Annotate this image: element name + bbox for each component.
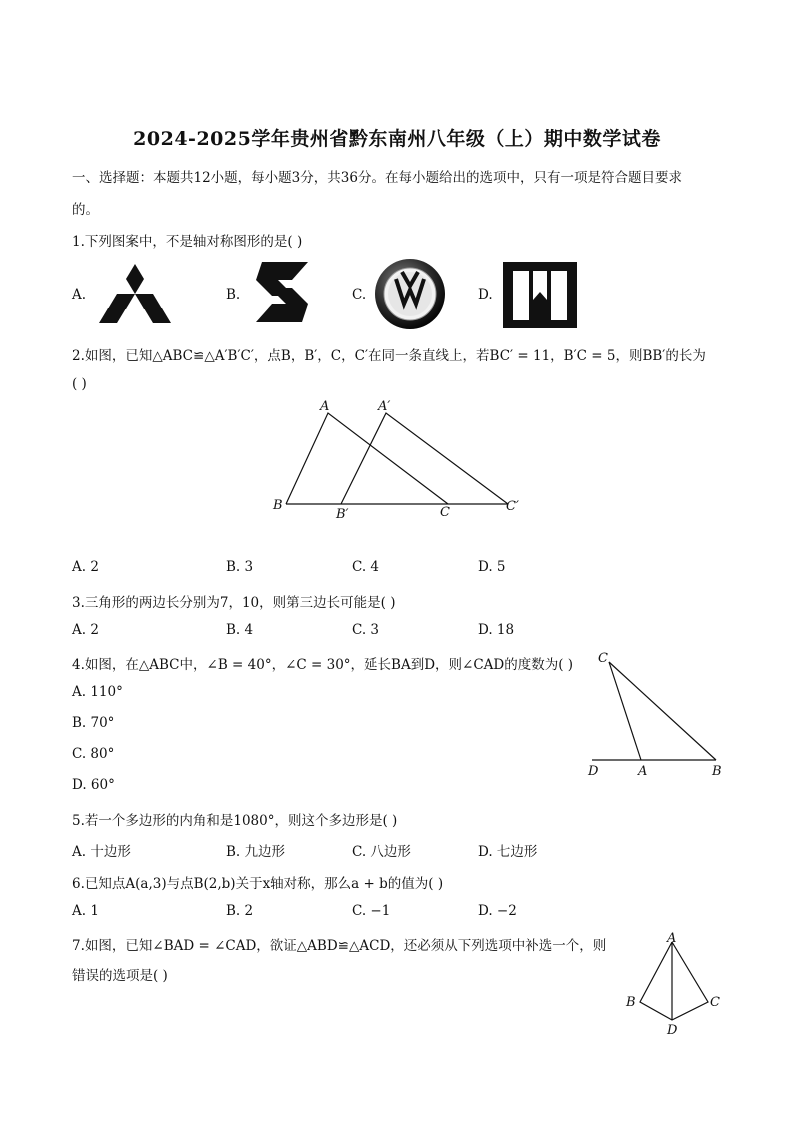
mitsubishi-logo xyxy=(96,262,174,328)
q2-label-c-prime: C′ xyxy=(506,499,519,514)
block-logo xyxy=(503,262,577,332)
page-title: 2024-2025学年贵州省黔东南州八年级（上）期中数学试卷 xyxy=(133,128,661,150)
q3-option-c: C. 3 xyxy=(352,622,380,638)
q3-option-b: B. 4 xyxy=(226,622,254,638)
q6-option-b: B. 2 xyxy=(226,903,254,919)
q4-option-d: D. 60° xyxy=(72,777,115,793)
q5-option-b: B. 九边形 xyxy=(226,844,286,860)
q3-stem: 3.三角形的两边长分别为7，10，则第三边长可能是( ) xyxy=(72,595,396,611)
q5-option-d: D. 七边形 xyxy=(478,844,538,860)
q2-label-c: C xyxy=(440,505,450,520)
q7-kite-figure xyxy=(622,930,726,1042)
q6-option-d: D. −2 xyxy=(478,903,517,919)
q6-option-c: C. −1 xyxy=(352,903,391,919)
q2-stem-line2: ( ) xyxy=(72,376,87,392)
section-instructions-line1: 一、选择题：本题共12小题，每小题3分，共36分。在每小题给出的选项中，只有一项是符合题目要求 xyxy=(72,170,682,186)
q7-label-a: A xyxy=(667,931,677,946)
q4-stem: 4.如图，在△ABC中，∠B = 40°，∠C = 30°，延长BA到D，则∠CAD的度数为( ) xyxy=(72,657,574,673)
q7-stem-line1: 7.如图，已知∠BAD = ∠CAD，欲证△ABD≌△ACD，还必须从下列选项中补选一个，则 xyxy=(72,938,607,954)
q4-label-d: D xyxy=(588,764,599,779)
q4-label-c: C xyxy=(598,651,608,666)
q7-stem-line2: 错误的选项是( ) xyxy=(72,968,168,984)
q7-label-b: B xyxy=(626,995,636,1010)
q2-stem-line1: 2.如图，已知△ABC≌△A′B′C′，点B，B′，C，C′在同一条直线上，若BC′ = 11，B′C = 5，则BB′的长为 xyxy=(72,348,706,364)
q1-option-c-label: C. xyxy=(352,287,367,303)
section-instructions-line2: 的。 xyxy=(72,202,99,218)
q6-option-a: A. 1 xyxy=(72,903,99,919)
q5-option-c: C. 八边形 xyxy=(352,844,411,860)
q1-stem: 1.下列图案中，不是轴对称图形的是( ) xyxy=(72,234,303,250)
q6-stem: 6.已知点A(a,3)与点B(2,b)关于x轴对称，那么a + b的值为( ) xyxy=(72,876,444,892)
q4-option-a: A. 110° xyxy=(72,684,123,700)
volkswagen-logo xyxy=(374,258,446,334)
q2-option-b: B. 3 xyxy=(226,559,254,575)
q4-label-b: B xyxy=(712,764,722,779)
q2-option-d: D. 5 xyxy=(478,559,506,575)
q2-option-c: C. 4 xyxy=(352,559,380,575)
q4-option-c: C. 80° xyxy=(72,746,115,762)
q1-option-d-label: D. xyxy=(478,287,493,303)
q4-triangle-figure xyxy=(582,646,732,786)
suzuki-logo xyxy=(248,260,316,328)
q1-option-a-label: A. xyxy=(72,287,87,303)
q3-option-a: A. 2 xyxy=(72,622,99,638)
q7-label-c: C xyxy=(710,995,720,1010)
q2-option-a: A. 2 xyxy=(72,559,99,575)
q7-label-d: D xyxy=(667,1023,678,1038)
q4-option-b: B. 70° xyxy=(72,715,115,731)
q5-stem: 5.若一个多边形的内角和是1080°，则这个多边形是( ) xyxy=(72,813,398,829)
q2-label-b: B xyxy=(273,498,283,513)
q1-option-b-label: B. xyxy=(226,287,241,303)
q2-label-b-prime: B′ xyxy=(336,507,349,522)
q3-option-d: D. 18 xyxy=(478,622,515,638)
q2-label-a: A xyxy=(320,399,330,414)
q2-triangles-figure xyxy=(268,396,528,530)
q4-label-a: A xyxy=(638,764,648,779)
q5-option-a: A. 十边形 xyxy=(72,844,131,860)
q2-label-a-prime: A′ xyxy=(378,399,391,414)
